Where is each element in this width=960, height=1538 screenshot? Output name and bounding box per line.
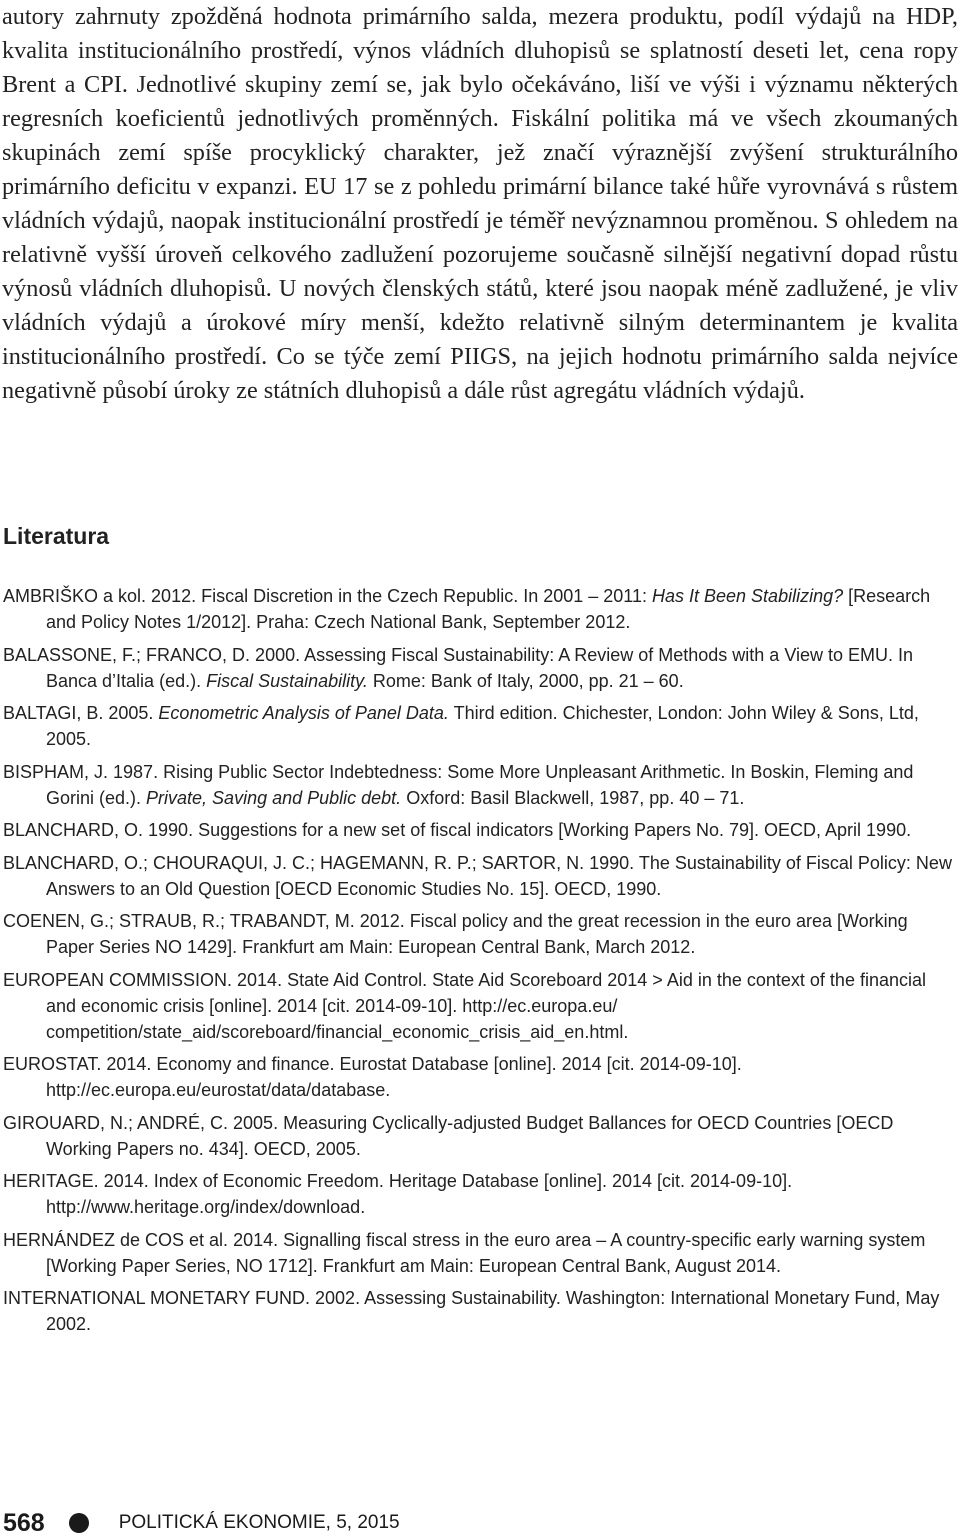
reference-item — [3, 583, 958, 635]
reference-item — [3, 908, 958, 960]
reference-item — [3, 642, 958, 694]
reference-text-after: Third edition. Chichester, London: John Wiley & Sons, Ltd, 2005. — [46, 703, 919, 749]
reference-item — [3, 759, 958, 811]
body-paragraph: autory zahrnuty zpožděná hodnota primárního salda, mezera produktu, podíl výdajů na HDP, kvalita institucionálního prostředí, výnos vládních dluhopisů se splatností deseti let, cena ropy Brent a CPI. Jednotlivé skupiny zemí se, jak bylo očekáváno, liší ve výši i významu některých regresních koeficientů jednotlivých proměnných. Fiskální politika má ve všech zkoumaných skupinách zemí spíše procyklický charakter, jež značí výraznější zvýšení strukturálního primárního deficitu v expanzi. EU 17 se z pohledu primární bilance také hůře vyrovnává s růstem vládních výdajů, naopak institucionální prostředí je téměř nevýznamnou proměnou. S ohledem na relativně vyšší úroveň celkového zadlužení pozorujeme současně silnější negativní dopad růstu výnosů vládních dluhopisů. U nových členských států, které jsou naopak méně zadlužené, je vliv vládních výdajů a úrokové míry menší, kdežto relativně silným determinantem je kvalita institucionálního prostředí. Co se týče zemí PIIGS, na jejich hodnotu primárního salda nejvíce negativně působí úroky ze státních dluhopisů a dále růst agregátu vládních výdajů. — [2, 3, 958, 404]
reference-title-italic: Has It Been Stabilizing? — [652, 586, 844, 606]
reference-text: HERITAGE. 2014. Index of Economic Freedom. Heritage Database [online]. 2014 [cit. 2014-09-10]. http://www.heritage.org/index/download. — [3, 1171, 793, 1217]
reference-text: AMBRIŠKO a kol. 2012. Fiscal Discretion in the Czech Republic. In 2001 – 2011: — [3, 586, 652, 606]
reference-text: EUROPEAN COMMISSION. 2014. State Aid Control. State Aid Scoreboard 2014 > Aid in the context of the financial and economic crisis [online]. 2014 [cit. 2014-09-10]. http://ec.europa.eu/ competition/state_aid/scoreboard/financial_economic_crisis_aid_en.html. — [3, 969, 926, 1042]
bullet-dot-icon — [69, 1513, 89, 1533]
page-footer — [3, 1508, 400, 1538]
reference-text: BALASSONE, F.; FRANCO, D. 2000. Assessing Fiscal Sustainability: A Review of Methods with a View to EMU. In Banca d’Italia (ed.). — [3, 644, 914, 691]
reference-text-after: Oxford: Basil Blackwell, 1987, pp. 40 – 71. — [401, 787, 745, 808]
reference-item — [3, 1051, 958, 1103]
reference-text: BISPHAM, J. 1987. Rising Public Sector Indebtedness: Some More Unpleasant Arithmetic. In Boskin, Fleming and Gorini (ed.). — [3, 761, 914, 808]
reference-text: BLANCHARD, O.; CHOURAQUI, J. C.; HAGEMANN, R. P.; SARTOR, N. 1990. The Sustainability of Fiscal Policy: New Answers to an Old Question [OECD Economic Studies No. 15]. OECD, 1990. — [3, 852, 952, 899]
reference-text-after: Rome: Bank of Italy, 2000, pp. 21 – 60. — [367, 670, 684, 691]
reference-item — [3, 850, 958, 902]
page-number: 568 — [3, 1508, 45, 1537]
reference-title-italic: Private, Saving and Public debt. — [146, 787, 402, 808]
reference-text: EUROSTAT. 2014. Economy and finance. Eurostat Database [online]. 2014 [cit. 2014-09-10]. http://ec.europa.eu/eurostat/data/database. — [3, 1054, 742, 1100]
reference-text-after: [Research and Policy Notes 1/2012]. Praha: Czech National Bank, September 2012. — [46, 586, 931, 632]
reference-text: COENEN, G.; STRAUB, R.; TRABANDT, M. 2012. Fiscal policy and the great recession in the euro area [Working Paper Series NO 1429]. Frankfurt am Main: European Central Bank, March 2012. — [3, 911, 908, 957]
section-title: Literatura — [3, 523, 110, 549]
reference-item — [3, 1168, 958, 1220]
reference-title-italic: Fiscal Sustainability. — [206, 670, 368, 691]
reference-list — [3, 583, 958, 1344]
reference-item — [3, 1110, 958, 1162]
reference-text: GIROUARD, N.; ANDRÉ, C. 2005. Measuring Cyclically-adjusted Budget Ballances for OECD Countries [OECD Working Papers no. 434]. OECD, 2005. — [3, 1112, 894, 1159]
reference-text: HERNÁNDEZ de COS et al. 2014. Signalling fiscal stress in the euro area – A country-specific early warning system [Working Paper Series, NO 1712]. Frankfurt am Main: European Central Bank, August 2014. — [3, 1229, 926, 1276]
journal-name: POLITICKÁ EKONOMIE, 5, 2015 — [118, 1512, 400, 1533]
reference-item — [3, 967, 958, 1045]
reference-item — [3, 1285, 958, 1337]
reference-item — [3, 700, 958, 752]
reference-title-italic: Econometric Analysis of Panel Data. — [158, 703, 449, 723]
reference-text: INTERNATIONAL MONETARY FUND. 2002. Assessing Sustainability. Washington: International Monetary Fund, May 2002. — [3, 1288, 940, 1334]
reference-item — [3, 817, 958, 843]
reference-item — [3, 1227, 958, 1279]
reference-text: BALTAGI, B. 2005. — [3, 703, 159, 723]
reference-text: BLANCHARD, O. 1990. Suggestions for a new set of fiscal indicators [Working Papers No. 79]. OECD, April 1990. — [3, 820, 912, 840]
